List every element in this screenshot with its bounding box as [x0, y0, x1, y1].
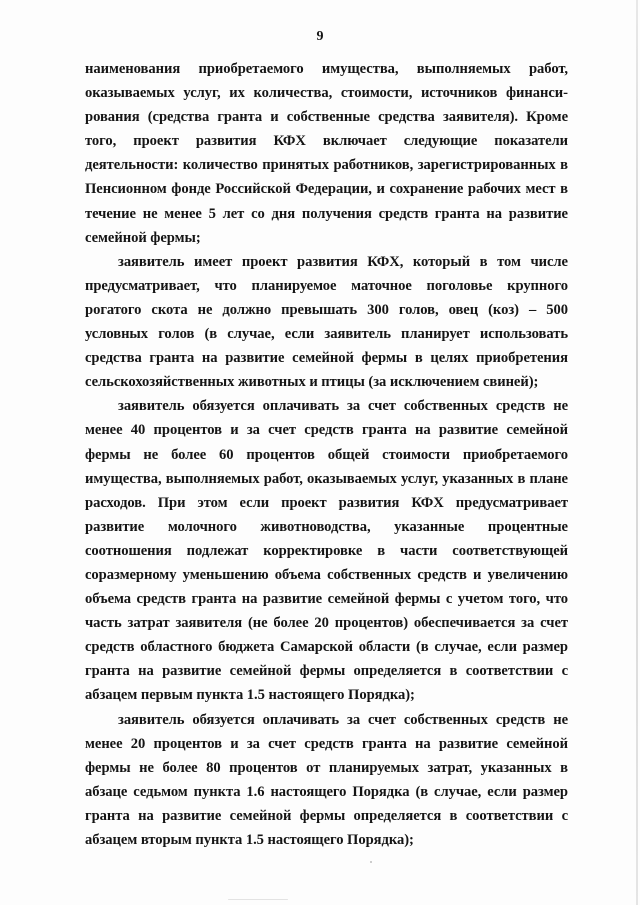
paragraph-4: заявитель обязуется оплачивать за счет собственных средств не менее 20 процентов и за счет средств гранта на развитие семейной фермы не более 80 процентов от планируемых затрат, указанных в абзаце седьмом пункта 1.6 настоящего Порядка (в случае, если размер гранта на развитие семейной фермы определяется в соответствии с абзацем вторым пункта 1.5 настоящего Порядка); [85, 711, 568, 848]
scan-edge-shadow [636, 0, 638, 905]
paragraph-3: заявитель обязуется оплачивать за счет собственных средств не менее 40 процентов и за счет средств гранта на развитие семейной фермы не более 60 процентов общей стоимости приобретаемого имущества, выполняемых работ, оказываемых услуг, указанных в плане расходов. При этом если проект развития КФХ предусматривает развитие молочного животноводства, указанные процентные соотношения подлежат корректировке в части соответствующей соразмерному уменьшению объема собственных средств и увеличению объема средств гранта на развитие семейной фермы с учетом того, что часть затрат заявителя (не более 20 процентов) обеспечивается за счет средств областного бюджета Самарской области (в случае, если размер гранта на развитие семейной фермы определяется в соответствии с абзацем первым пункта 1.5 настоящего Порядка); [85, 398, 568, 704]
page-number: 9 [316, 29, 324, 44]
scan-speck [228, 899, 288, 900]
body-text [85, 57, 568, 852]
paragraph-1: наименования приобретаемого имущества, выполняемых работ, оказываемых услуг, их количества, стоимости, источников финансирования (средства гранта и собственные средства заявителя). Кроме того, проект развития КФХ включает следующие показатели деятельности: количество принятых работников, зарегистрированных в Пенсионном фонде Российской Федерации, и сохранение рабочих мест в течение не менее 5 лет со дня получения средств гранта на развитие семейной фермы; [85, 61, 568, 246]
paragraph-2: заявитель имеет проект развития КФХ, который в том числе предусматривает, что планируемое маточное поголовье крупного рогатого скота не должно превышать 300 голов, овец (коз) – 500 условных голов (в случае, если заявитель планирует использовать средства гранта на развитие семейной фермы в целях приобретения сельскохозяйственных животных и птицы (за исключением свиней); [85, 253, 568, 391]
scan-speck [370, 861, 372, 863]
